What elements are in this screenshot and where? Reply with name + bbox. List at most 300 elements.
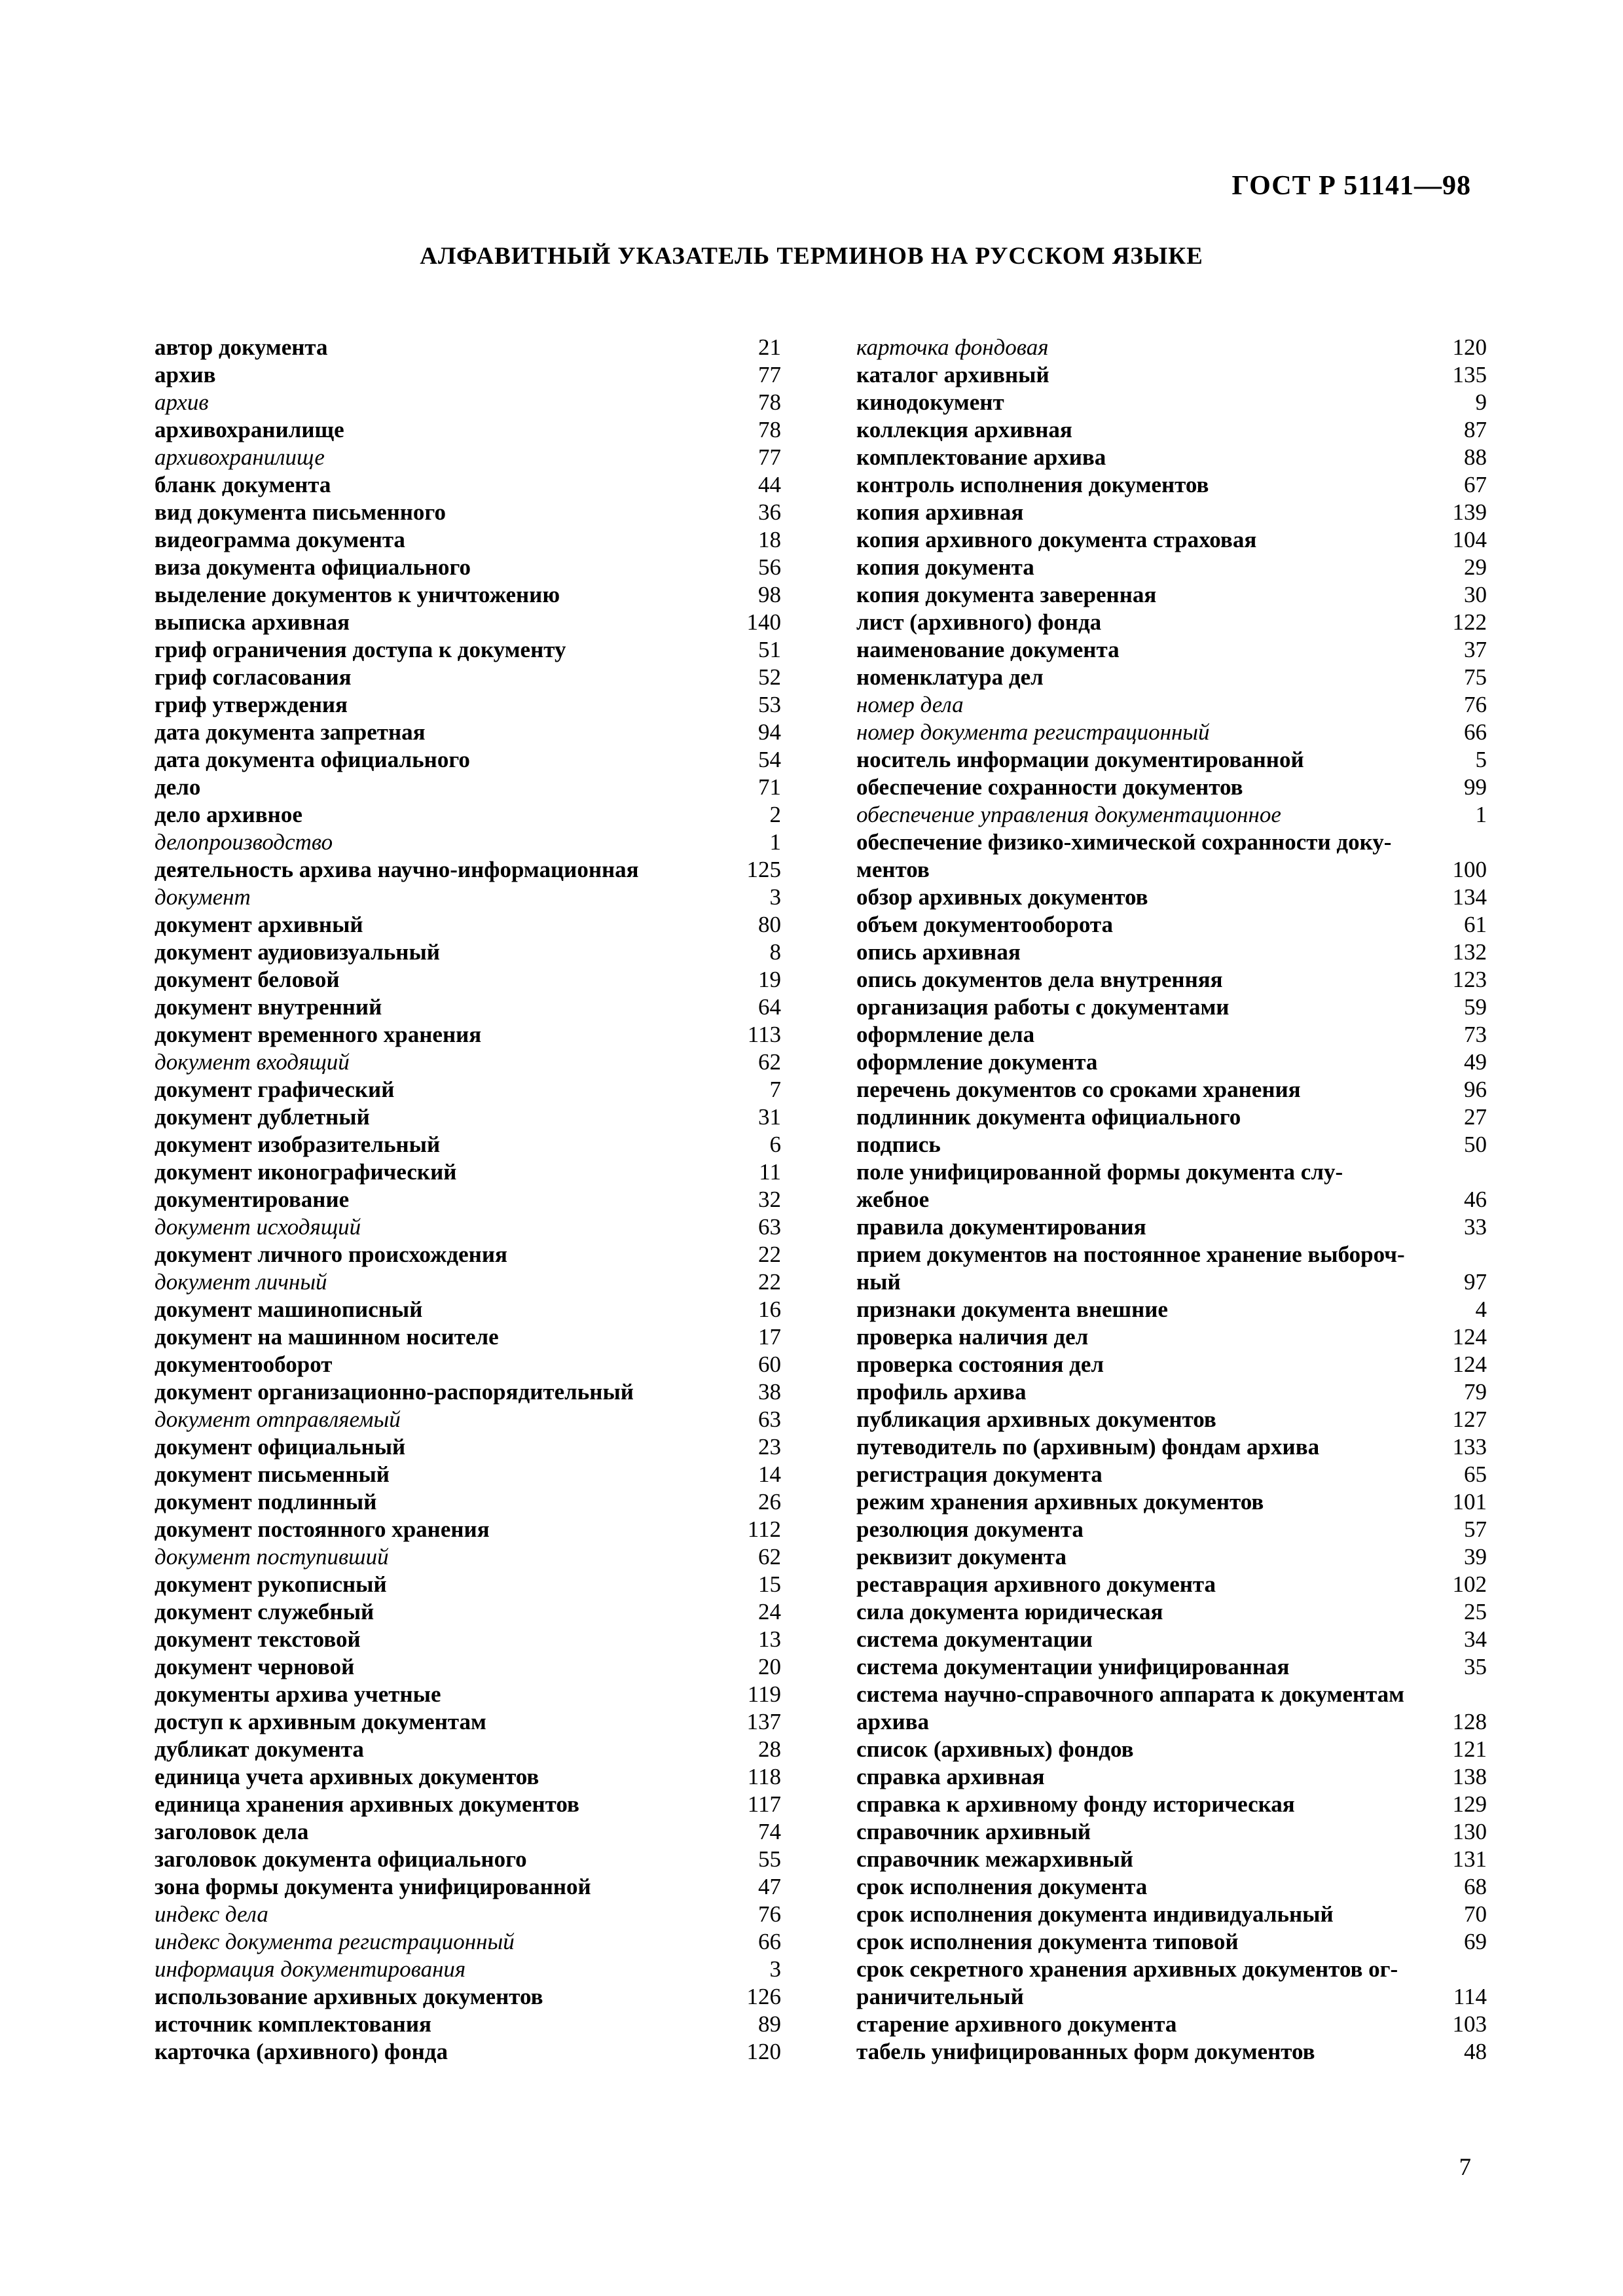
index-entry (856, 361, 1487, 389)
index-term: документ иконографический (155, 1159, 457, 1185)
index-term-number: 135 (1452, 362, 1487, 387)
index-term-number: 15 (758, 1571, 781, 1597)
index-term: правила документирования (856, 1214, 1146, 1240)
index-term: документ исходящий (155, 1214, 361, 1240)
index-term-number: 75 (1464, 664, 1487, 690)
index-term-number: 120 (1452, 334, 1487, 360)
index-term-number: 34 (1464, 1626, 1487, 1652)
index-entry (856, 2038, 1487, 2066)
index-term-number: 122 (1452, 609, 1487, 635)
index-entry (155, 1681, 781, 1708)
index-term: опись архивная (856, 939, 1021, 965)
index-entry (856, 1158, 1487, 1213)
index-entry (155, 829, 781, 856)
index-entry (856, 526, 1487, 554)
index-entry (856, 911, 1487, 939)
index-entry (856, 1571, 1487, 1598)
index-term: подлинник документа официального (856, 1104, 1241, 1130)
index-term: комплектование архива (856, 444, 1106, 470)
index-entry (856, 1873, 1487, 1901)
index-entry (155, 1763, 781, 1791)
index-term: архивохранилище (155, 444, 325, 470)
index-term: документ внутренний (155, 994, 382, 1020)
index-term: срок исполнения документа типовой (856, 1929, 1239, 1954)
index-entry (856, 884, 1487, 911)
index-term-number: 126 (746, 1984, 781, 2009)
index-term: единица учета архивных документов (155, 1764, 539, 1789)
index-term: поле унифицированной формы документа слу- (856, 1159, 1343, 1185)
index-term-number: 80 (758, 912, 781, 937)
index-entry (155, 1598, 781, 1626)
index-term-number: 132 (1452, 939, 1487, 965)
index-entry (856, 1049, 1487, 1076)
index-term-number: 31 (758, 1104, 781, 1130)
index-term: документ графический (155, 1077, 395, 1102)
index-term-number: 78 (758, 389, 781, 415)
index-entry (155, 1626, 781, 1653)
index-term-number: 67 (1464, 472, 1487, 497)
index-column-left (155, 334, 781, 2066)
index-entry (155, 1736, 781, 1763)
index-term: сила документа юридическая (856, 1599, 1163, 1624)
index-entry (856, 1626, 1487, 1653)
index-entry (856, 719, 1487, 746)
index-entry (856, 1433, 1487, 1461)
index-term-number: 25 (1464, 1599, 1487, 1624)
index-term-number: 103 (1452, 2011, 1487, 2037)
index-entry (856, 471, 1487, 499)
index-term-number: 24 (758, 1599, 781, 1624)
index-term-number: 1 (1475, 802, 1487, 827)
index-term-number: 119 (747, 1681, 781, 1707)
index-term-number: 32 (758, 1187, 781, 1212)
index-entry (856, 1846, 1487, 1873)
index-term: дата документа запретная (155, 719, 426, 745)
index-entry (155, 2038, 781, 2066)
index-entry (155, 1021, 781, 1049)
index-term: обеспечение физико-химической сохранности доку- (856, 829, 1392, 855)
index-term-number: 134 (1452, 884, 1487, 910)
index-entry (856, 939, 1487, 966)
index-term-number: 56 (758, 554, 781, 580)
index-term: видеограмма документа (155, 527, 405, 552)
index-term-number: 71 (758, 774, 781, 800)
index-entry (155, 1049, 781, 1076)
index-term-number: 65 (1464, 1462, 1487, 1487)
index-entry (155, 1653, 781, 1681)
index-entry (155, 444, 781, 471)
index-term: архив (155, 389, 209, 415)
index-entry (856, 1791, 1487, 1818)
page-number: 7 (1459, 2154, 1471, 2181)
index-term-number: 74 (758, 1819, 781, 1844)
index-entry (155, 389, 781, 416)
index-entry (856, 774, 1487, 801)
index-term: документ входящий (155, 1049, 350, 1075)
index-term: документ рукописный (155, 1571, 387, 1597)
index-entry (155, 1873, 781, 1901)
index-term-number: 39 (1464, 1544, 1487, 1570)
index-entry (155, 1818, 781, 1846)
index-entry (856, 2011, 1487, 2038)
index-term-number: 47 (758, 1874, 781, 1899)
index-term-number: 123 (1452, 967, 1487, 992)
index-entry (155, 554, 781, 581)
index-term-number: 130 (1452, 1819, 1487, 1844)
index-entry (856, 334, 1487, 361)
index-term-number: 76 (758, 1901, 781, 1927)
index-term: копия документа (856, 554, 1034, 580)
index-term-number: 63 (758, 1214, 781, 1240)
index-term-number: 73 (1464, 1022, 1487, 1047)
index-term-number: 96 (1464, 1077, 1487, 1102)
index-term: реквизит документа (856, 1544, 1067, 1570)
index-term: документ черновой (155, 1654, 355, 1679)
index-term: бланк документа (155, 472, 331, 497)
index-entry (155, 1708, 781, 1736)
index-term-number: 77 (758, 444, 781, 470)
index-term: система документации (856, 1626, 1093, 1652)
index-entry (155, 416, 781, 444)
index-entry (856, 801, 1487, 829)
index-term: карточка (архивного) фонда (155, 2039, 448, 2064)
index-entry (856, 1461, 1487, 1488)
index-entry (155, 636, 781, 664)
index-term: контроль исполнения документов (856, 472, 1209, 497)
index-term-number: 50 (1464, 1132, 1487, 1157)
index-term-number: 127 (1452, 1407, 1487, 1432)
index-entry (155, 471, 781, 499)
index-entry (856, 1488, 1487, 1516)
index-entry (856, 966, 1487, 994)
index-entry (155, 526, 781, 554)
index-term: заголовок дела (155, 1819, 309, 1844)
index-entry (155, 1296, 781, 1323)
index-term: индекс документа регистрационный (155, 1929, 515, 1954)
index-term-number: 8 (769, 939, 781, 965)
index-entry (155, 499, 781, 526)
index-entry (155, 1323, 781, 1351)
index-term: номер документа регистрационный (856, 719, 1210, 745)
index-term-number: 54 (758, 747, 781, 772)
index-term: единица хранения архивных документов (155, 1791, 579, 1817)
index-term: документ личного происхождения (155, 1242, 507, 1267)
index-term: гриф согласования (155, 664, 352, 690)
index-term: каталог архивный (856, 362, 1049, 387)
index-term-number: 88 (1464, 444, 1487, 470)
index-term-number: 55 (758, 1846, 781, 1872)
index-term: старение архивного документа (856, 2011, 1177, 2037)
index-term-number: 53 (758, 692, 781, 717)
index-entry (155, 1956, 781, 1983)
index-term: автор документа (155, 334, 328, 360)
index-entry (155, 1268, 781, 1296)
index-term-number: 99 (1464, 774, 1487, 800)
index-entry (856, 636, 1487, 664)
index-term-number: 37 (1464, 637, 1487, 662)
index-term: справка к архивному фонду историческая (856, 1791, 1295, 1817)
index-entry (856, 1213, 1487, 1241)
index-entry (856, 1598, 1487, 1626)
index-term-number: 78 (758, 417, 781, 442)
index-term: обеспечение управления документационное (856, 802, 1281, 827)
index-entry (155, 966, 781, 994)
index-term: раничительный (856, 1984, 1024, 2009)
index-term: дата документа официального (155, 747, 470, 772)
index-entry (155, 1158, 781, 1186)
index-entry (856, 1818, 1487, 1846)
index-term: кинодокумент (856, 389, 1004, 415)
index-term-number: 11 (759, 1159, 781, 1185)
index-term-number: 70 (1464, 1901, 1487, 1927)
index-entry (155, 1213, 781, 1241)
index-term: доступ к архивным документам (155, 1709, 486, 1734)
index-term: документ подлинный (155, 1489, 377, 1515)
index-term: документооборот (155, 1352, 333, 1377)
index-term-number: 124 (1452, 1352, 1487, 1377)
index-term-number: 101 (1452, 1489, 1487, 1515)
index-term: опись документов дела внутренняя (856, 967, 1223, 992)
index-term-number: 128 (1452, 1709, 1487, 1734)
index-entry (155, 581, 781, 609)
index-entry (155, 1543, 781, 1571)
index-term-number: 2 (769, 802, 781, 827)
index-entry (155, 1186, 781, 1213)
index-term-number: 120 (746, 2039, 781, 2064)
index-term-number: 22 (758, 1269, 781, 1295)
index-term-number: 66 (1464, 719, 1487, 745)
index-term-number: 29 (1464, 554, 1487, 580)
index-term-number: 114 (1453, 1984, 1487, 2009)
index-term-number: 94 (758, 719, 781, 745)
index-term: проверка состояния дел (856, 1352, 1104, 1377)
index-term: список (архивных) фондов (856, 1736, 1134, 1762)
index-term-number: 16 (758, 1297, 781, 1322)
index-term: дело архивное (155, 802, 302, 827)
index-entry (856, 1131, 1487, 1158)
index-term-number: 26 (758, 1489, 781, 1515)
index-entry (856, 1021, 1487, 1049)
index-entry (155, 334, 781, 361)
index-entry (856, 554, 1487, 581)
index-term: обзор архивных документов (856, 884, 1148, 910)
index-term-number: 121 (1452, 1736, 1487, 1762)
index-term: документ отправляемый (155, 1407, 401, 1432)
index-term: документ архивный (155, 912, 363, 937)
index-entry (856, 994, 1487, 1021)
index-term-number: 35 (1464, 1654, 1487, 1679)
index-entry (155, 746, 781, 774)
index-entry (856, 1653, 1487, 1681)
index-term: реставрация архивного документа (856, 1571, 1216, 1597)
index-entry (155, 1433, 781, 1461)
index-entry (155, 801, 781, 829)
index-entry (856, 1076, 1487, 1103)
index-term-number: 38 (758, 1379, 781, 1405)
index-term-number: 133 (1452, 1434, 1487, 1460)
index-term: источник комплектования (155, 2011, 431, 2037)
index-term: публикация архивных документов (856, 1407, 1216, 1432)
index-term-number: 140 (746, 609, 781, 635)
index-term: гриф ограничения доступа к документу (155, 637, 566, 662)
index-entry (155, 1406, 781, 1433)
index-term: ментов (856, 857, 930, 882)
index-term-number: 62 (758, 1544, 781, 1570)
index-term: архив (155, 362, 216, 387)
index-entry (856, 1351, 1487, 1378)
index-term-number: 104 (1452, 527, 1487, 552)
index-term: жебное (856, 1187, 930, 1212)
index-term-number: 89 (758, 2011, 781, 2037)
index-term-number: 139 (1452, 499, 1487, 525)
index-entry (155, 1351, 781, 1378)
index-term-number: 77 (758, 362, 781, 387)
index-term-number: 19 (758, 967, 781, 992)
index-term-number: 3 (769, 1956, 781, 1982)
index-term-number: 118 (747, 1764, 781, 1789)
index-term: выделение документов к уничтожению (155, 582, 560, 607)
index-term: делопроизводство (155, 829, 333, 855)
index-term: выписка архивная (155, 609, 350, 635)
index-entry (155, 1901, 781, 1928)
index-entry (856, 444, 1487, 471)
index-entry (856, 1736, 1487, 1763)
index-term-number: 117 (747, 1791, 781, 1817)
index-term: организация работы с документами (856, 994, 1230, 1020)
standard-designation: ГОСТ Р 51141—98 (1231, 171, 1471, 201)
index-term-number: 137 (746, 1709, 781, 1734)
index-term-number: 22 (758, 1242, 781, 1267)
index-term-number: 79 (1464, 1379, 1487, 1405)
index-entry (155, 2011, 781, 2038)
index-term-number: 5 (1475, 747, 1487, 772)
index-entry (155, 994, 781, 1021)
index-term: документ изобразительный (155, 1132, 441, 1157)
index-entry (155, 719, 781, 746)
index-entry (856, 1378, 1487, 1406)
index-entry (155, 1241, 781, 1268)
index-term: режим хранения архивных документов (856, 1489, 1264, 1515)
index-term: справочник архивный (856, 1819, 1091, 1844)
index-term-number: 17 (758, 1324, 781, 1350)
index-entry (155, 884, 781, 911)
index-term: обеспечение сохранности документов (856, 774, 1243, 800)
index-term: архивохранилище (155, 417, 344, 442)
index-entry (856, 1928, 1487, 1956)
index-term-number: 60 (758, 1352, 781, 1377)
index-entry (155, 1461, 781, 1488)
index-term: индекс дела (155, 1901, 268, 1927)
index-term: ный (856, 1269, 901, 1295)
index-term: оформление дела (856, 1022, 1035, 1047)
index-term: справочник межархивный (856, 1846, 1133, 1872)
index-term: справка архивная (856, 1764, 1045, 1789)
index-term-number: 124 (1452, 1324, 1487, 1350)
index-entry (155, 1131, 781, 1158)
index-term: документ аудиовизуальный (155, 939, 440, 965)
index-term: проверка наличия дел (856, 1324, 1089, 1350)
index-term-number: 6 (769, 1132, 781, 1157)
index-entry (155, 1378, 781, 1406)
index-term: копия архивного документа страховая (856, 527, 1257, 552)
index-term: путеводитель по (архивным) фондам архива (856, 1434, 1320, 1460)
index-entry (155, 1076, 781, 1103)
index-term-number: 49 (1464, 1049, 1487, 1075)
index-term-number: 100 (1452, 857, 1487, 882)
index-entry (155, 664, 781, 691)
index-term: коллекция архивная (856, 417, 1072, 442)
index-term-number: 21 (758, 334, 781, 360)
index-entry (856, 416, 1487, 444)
index-entry (155, 1928, 781, 1956)
index-term-number: 46 (1464, 1187, 1487, 1212)
index-entry (856, 1241, 1487, 1296)
index-term-number: 87 (1464, 417, 1487, 442)
index-term: архива (856, 1709, 930, 1734)
index-term-number: 138 (1452, 1764, 1487, 1789)
index-term: документ на машинном носителе (155, 1324, 499, 1350)
index-term: документ служебный (155, 1599, 374, 1624)
index-term: резолюция документа (856, 1516, 1084, 1542)
index-term-number: 28 (758, 1736, 781, 1762)
index-term-number: 14 (758, 1462, 781, 1487)
index-term: виза документа официального (155, 554, 471, 580)
index-term-number: 33 (1464, 1214, 1487, 1240)
index-term: дело (155, 774, 201, 800)
index-term-number: 59 (1464, 994, 1487, 1020)
index-term: табель унифицированных форм документов (856, 2039, 1315, 2064)
index-term: деятельность архива научно-информационная (155, 857, 639, 882)
index-term: документ дублетный (155, 1104, 370, 1130)
index-term-number: 98 (758, 582, 781, 607)
index-entry (856, 664, 1487, 691)
index-term: документирование (155, 1187, 350, 1212)
index-entry (155, 1846, 781, 1873)
index-term: документ беловой (155, 967, 340, 992)
index-term-number: 13 (758, 1626, 781, 1652)
index-term: документ организационно-распорядительный (155, 1379, 634, 1405)
index-entry (856, 1516, 1487, 1543)
index-term-number: 51 (758, 637, 781, 662)
index-term-number: 102 (1452, 1571, 1487, 1597)
index-term: объем документооборота (856, 912, 1114, 937)
index-term-number: 7 (769, 1077, 781, 1102)
index-entry (155, 1571, 781, 1598)
index-term-number: 18 (758, 527, 781, 552)
index-term-number: 20 (758, 1654, 781, 1679)
index-term: вид документа письменного (155, 499, 446, 525)
index-entry (856, 1103, 1487, 1131)
index-entry (155, 1103, 781, 1131)
index-term: документ временного хранения (155, 1022, 482, 1047)
index-entry (856, 746, 1487, 774)
index-term-number: 97 (1464, 1269, 1487, 1295)
index-term: документ текстовой (155, 1626, 361, 1652)
index-term: карточка фондовая (856, 334, 1049, 360)
index-term-number: 3 (769, 884, 781, 910)
index-term: документ официальный (155, 1434, 406, 1460)
index-term-number: 9 (1475, 389, 1487, 415)
index-entry (155, 691, 781, 719)
index-term: прием документов на постоянное хранение выбороч- (856, 1242, 1405, 1267)
index-term-number: 66 (758, 1929, 781, 1954)
index-entry (155, 361, 781, 389)
index-term: документы архива учетные (155, 1681, 441, 1707)
index-term: копия документа заверенная (856, 582, 1157, 607)
index-term: носитель информации документированной (856, 747, 1304, 772)
index-term-number: 57 (1464, 1516, 1487, 1542)
index-entry (856, 1543, 1487, 1571)
